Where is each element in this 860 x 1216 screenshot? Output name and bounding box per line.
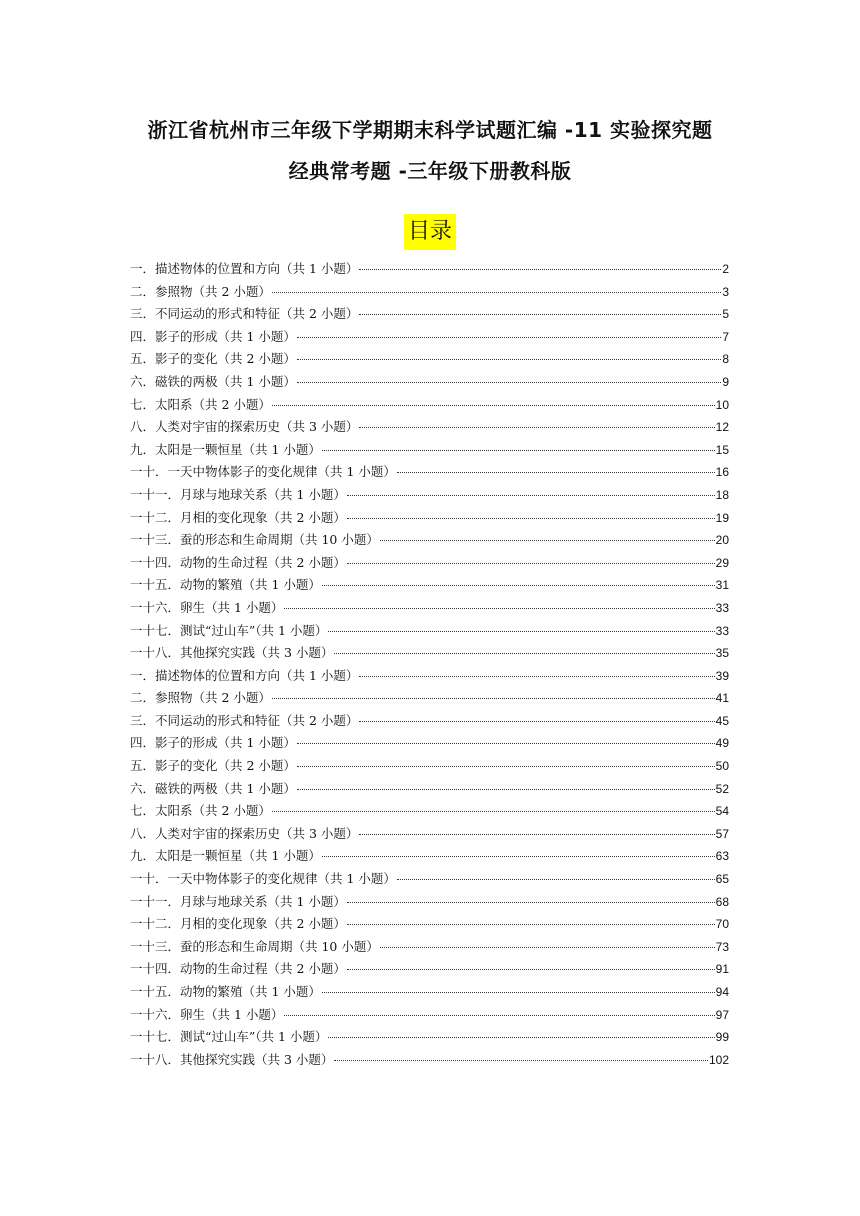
toc-entry-page-number: 33 bbox=[715, 600, 729, 615]
table-of-contents bbox=[130, 258, 729, 1071]
toc-entry-page-number: 97 bbox=[715, 1007, 729, 1022]
toc-entry-title: 三．不同运动的形式和特征（共 2 小题） bbox=[130, 306, 359, 322]
toc-entry-page-number: 73 bbox=[715, 939, 729, 954]
toc-entry-page-number: 65 bbox=[715, 872, 729, 887]
toc-entry-page-number: 49 bbox=[715, 736, 729, 751]
toc-entry[interactable] bbox=[130, 371, 729, 394]
toc-entry-page-number: 99 bbox=[715, 1030, 729, 1045]
toc-entry-page-number: 19 bbox=[715, 510, 729, 525]
toc-entry-page-number: 54 bbox=[715, 804, 729, 819]
toc-entry-page-number: 7 bbox=[722, 329, 729, 344]
toc-entry-page-number: 15 bbox=[715, 442, 729, 457]
toc-entry-page-number: 57 bbox=[715, 826, 729, 841]
toc-entry[interactable] bbox=[130, 620, 729, 643]
toc-dot-leader bbox=[397, 471, 715, 473]
toc-entry[interactable] bbox=[130, 416, 729, 439]
toc-dot-leader bbox=[322, 855, 715, 857]
toc-entry[interactable] bbox=[130, 303, 729, 326]
toc-entry[interactable] bbox=[130, 1026, 729, 1049]
toc-entry[interactable] bbox=[130, 958, 729, 981]
toc-dot-leader bbox=[284, 607, 714, 609]
toc-heading-container bbox=[0, 214, 860, 250]
toc-entry-page-number: 91 bbox=[715, 962, 729, 977]
toc-dot-leader bbox=[322, 584, 715, 586]
toc-entry-page-number: 29 bbox=[715, 555, 729, 570]
toc-entry-title: 八．人类对宇宙的探索历史（共 3 小题） bbox=[130, 825, 359, 841]
toc-entry-page-number: 18 bbox=[715, 487, 729, 502]
toc-dot-leader bbox=[359, 268, 721, 270]
toc-dot-leader bbox=[347, 901, 715, 903]
toc-entry[interactable] bbox=[130, 913, 729, 936]
toc-dot-leader bbox=[359, 426, 714, 428]
toc-entry[interactable] bbox=[130, 529, 729, 552]
document-title-line-1: 浙江省杭州市三年级下学期期末科学试题汇编 -11 实验探究题 bbox=[147, 118, 713, 142]
toc-entry[interactable] bbox=[130, 552, 729, 575]
toc-dot-leader bbox=[347, 517, 715, 519]
toc-dot-leader bbox=[272, 810, 715, 812]
toc-entry[interactable] bbox=[130, 258, 729, 281]
toc-entry[interactable] bbox=[130, 755, 729, 778]
toc-entry-page-number: 16 bbox=[715, 465, 729, 480]
toc-dot-leader bbox=[380, 539, 715, 541]
toc-entry[interactable] bbox=[130, 778, 729, 801]
toc-entry-title: 一十四．动物的生命过程（共 2 小题） bbox=[130, 554, 346, 570]
toc-entry-title: 一十六．卵生（共 1 小题） bbox=[130, 1006, 284, 1022]
toc-entry-page-number: 102 bbox=[708, 1052, 729, 1067]
toc-entry[interactable] bbox=[130, 281, 729, 304]
toc-entry-page-number: 8 bbox=[722, 352, 729, 367]
toc-entry[interactable] bbox=[130, 1004, 729, 1027]
toc-dot-leader bbox=[297, 381, 721, 383]
toc-entry[interactable] bbox=[130, 800, 729, 823]
toc-dot-leader bbox=[284, 1014, 714, 1016]
toc-entry-title: 九．太阳是一颗恒星（共 1 小题） bbox=[130, 848, 321, 864]
toc-entry-page-number: 3 bbox=[722, 284, 729, 299]
toc-entry-title: 一十五．动物的繁殖（共 1 小题） bbox=[130, 577, 321, 593]
toc-entry[interactable] bbox=[130, 461, 729, 484]
toc-entry-title: 七．太阳系（共 2 小题） bbox=[130, 396, 271, 412]
toc-entry-title: 一十一．月球与地球关系（共 1 小题） bbox=[130, 893, 346, 909]
toc-entry-page-number: 12 bbox=[715, 420, 729, 435]
toc-entry-page-number: 10 bbox=[715, 397, 729, 412]
toc-entry-title: 一十二．月相的变化现象（共 2 小题） bbox=[130, 509, 346, 525]
toc-entry-title: 二．参照物（共 2 小题） bbox=[130, 690, 271, 706]
toc-entry-title: 八．人类对宇宙的探索历史（共 3 小题） bbox=[130, 419, 359, 435]
toc-entry-title: 一十四．动物的生命过程（共 2 小题） bbox=[130, 961, 346, 977]
toc-entry-page-number: 9 bbox=[722, 374, 729, 389]
toc-entry-page-number: 45 bbox=[715, 713, 729, 728]
toc-entry[interactable] bbox=[130, 936, 729, 959]
toc-entry-title: 一．描述物体的位置和方向（共 1 小题） bbox=[130, 667, 359, 683]
toc-dot-leader bbox=[359, 833, 714, 835]
toc-entry-page-number: 41 bbox=[715, 691, 729, 706]
toc-entry[interactable] bbox=[130, 484, 729, 507]
toc-entry[interactable] bbox=[130, 732, 729, 755]
toc-entry-title: 一十三．蚕的形态和生命周期（共 10 小题） bbox=[130, 532, 379, 548]
toc-entry-title: 一十八．其他探究实践（共 3 小题） bbox=[130, 1051, 334, 1067]
toc-entry[interactable] bbox=[130, 439, 729, 462]
toc-dot-leader bbox=[297, 336, 721, 338]
toc-dot-leader bbox=[322, 991, 715, 993]
toc-entry-title: 七．太阳系（共 2 小题） bbox=[130, 803, 271, 819]
toc-entry-title: 五．影子的变化（共 2 小题） bbox=[130, 351, 296, 367]
toc-entry[interactable] bbox=[130, 574, 729, 597]
toc-entry-page-number: 20 bbox=[715, 533, 729, 548]
toc-entry-title: 一十．一天中物体影子的变化规律（共 1 小题） bbox=[130, 464, 396, 480]
toc-dot-leader bbox=[359, 720, 714, 722]
toc-entry[interactable] bbox=[130, 1049, 729, 1072]
toc-entry[interactable] bbox=[130, 348, 729, 371]
toc-dot-leader bbox=[297, 788, 715, 790]
toc-entry-page-number: 68 bbox=[715, 894, 729, 909]
toc-dot-leader bbox=[380, 946, 715, 948]
toc-dot-leader bbox=[328, 630, 714, 632]
toc-entry-title: 九．太阳是一颗恒星（共 1 小题） bbox=[130, 441, 321, 457]
toc-entry-title: 六．磁铁的两极（共 1 小题） bbox=[130, 373, 296, 389]
toc-entry[interactable] bbox=[130, 823, 729, 846]
toc-entry[interactable] bbox=[130, 326, 729, 349]
toc-entry[interactable] bbox=[130, 981, 729, 1004]
toc-entry-title: 一．描述物体的位置和方向（共 1 小题） bbox=[130, 261, 359, 276]
toc-entry-title: 一十．一天中物体影子的变化规律（共 1 小题） bbox=[130, 871, 396, 887]
toc-entry-title: 四．影子的形成（共 1 小题） bbox=[130, 735, 296, 751]
toc-entry-title: 一十六．卵生（共 1 小题） bbox=[130, 599, 284, 615]
toc-dot-leader bbox=[347, 968, 715, 970]
toc-entry[interactable] bbox=[130, 710, 729, 733]
toc-entry-title: 六．磁铁的两极（共 1 小题） bbox=[130, 780, 296, 796]
toc-dot-leader bbox=[272, 404, 715, 406]
toc-entry-page-number: 94 bbox=[715, 985, 729, 999]
toc-dot-leader bbox=[397, 878, 715, 880]
toc-entry-title: 四．影子的形成（共 1 小题） bbox=[130, 328, 296, 344]
toc-entry[interactable] bbox=[130, 642, 729, 665]
toc-dot-leader bbox=[297, 742, 715, 744]
toc-dot-leader bbox=[347, 494, 715, 496]
toc-entry-title: 一十三．蚕的形态和生命周期（共 10 小题） bbox=[130, 938, 379, 954]
toc-heading: 目录 bbox=[404, 214, 456, 250]
toc-dot-leader bbox=[359, 313, 721, 315]
toc-entry[interactable] bbox=[130, 687, 729, 710]
toc-entry[interactable] bbox=[130, 868, 729, 891]
toc-entry-title: 二．参照物（共 2 小题） bbox=[130, 283, 271, 299]
toc-entry[interactable] bbox=[130, 597, 729, 620]
toc-entry[interactable] bbox=[130, 891, 729, 914]
toc-dot-leader bbox=[334, 1059, 708, 1061]
toc-entry[interactable] bbox=[130, 845, 729, 868]
toc-entry-title: 五．影子的变化（共 2 小题） bbox=[130, 758, 296, 774]
toc-entry-title: 一十一．月球与地球关系（共 1 小题） bbox=[130, 486, 346, 502]
toc-entry-page-number: 39 bbox=[715, 668, 729, 683]
toc-entry-page-number: 63 bbox=[715, 849, 729, 864]
toc-entry[interactable] bbox=[130, 665, 729, 688]
toc-entry-page-number: 50 bbox=[715, 759, 729, 774]
toc-entry-page-number: 5 bbox=[722, 307, 729, 322]
toc-dot-leader bbox=[272, 697, 715, 699]
toc-entry[interactable] bbox=[130, 394, 729, 417]
toc-entry-page-number: 35 bbox=[715, 646, 729, 661]
toc-entry-page-number: 31 bbox=[715, 578, 729, 593]
toc-entry-title: 一十二．月相的变化现象（共 2 小题） bbox=[130, 916, 346, 932]
toc-entry-page-number: 52 bbox=[715, 781, 729, 796]
toc-dot-leader bbox=[347, 923, 715, 925]
toc-dot-leader bbox=[322, 449, 715, 451]
toc-entry-title: 一十七．测试“过山车”（共 1 小题） bbox=[130, 1029, 328, 1045]
toc-dot-leader bbox=[297, 765, 715, 767]
toc-entry-page-number: 33 bbox=[715, 623, 729, 638]
toc-dot-leader bbox=[272, 291, 721, 293]
toc-dot-leader bbox=[359, 675, 714, 677]
toc-entry-title: 三．不同运动的形式和特征（共 2 小题） bbox=[130, 712, 359, 728]
toc-entry-title: 一十五．动物的繁殖（共 1 小题） bbox=[130, 984, 321, 999]
toc-dot-leader bbox=[297, 358, 721, 360]
toc-entry[interactable] bbox=[130, 507, 729, 530]
document-title-line-2: 经典常考题 -三年级下册教科版 bbox=[288, 159, 572, 183]
toc-dot-leader bbox=[347, 562, 715, 564]
toc-dot-leader bbox=[328, 1036, 714, 1038]
toc-entry-page-number: 2 bbox=[722, 262, 729, 276]
toc-entry-title: 一十七．测试“过山车”（共 1 小题） bbox=[130, 622, 328, 638]
toc-entry-page-number: 70 bbox=[715, 917, 729, 932]
toc-entry-title: 一十八．其他探究实践（共 3 小题） bbox=[130, 645, 334, 661]
toc-dot-leader bbox=[334, 652, 714, 654]
